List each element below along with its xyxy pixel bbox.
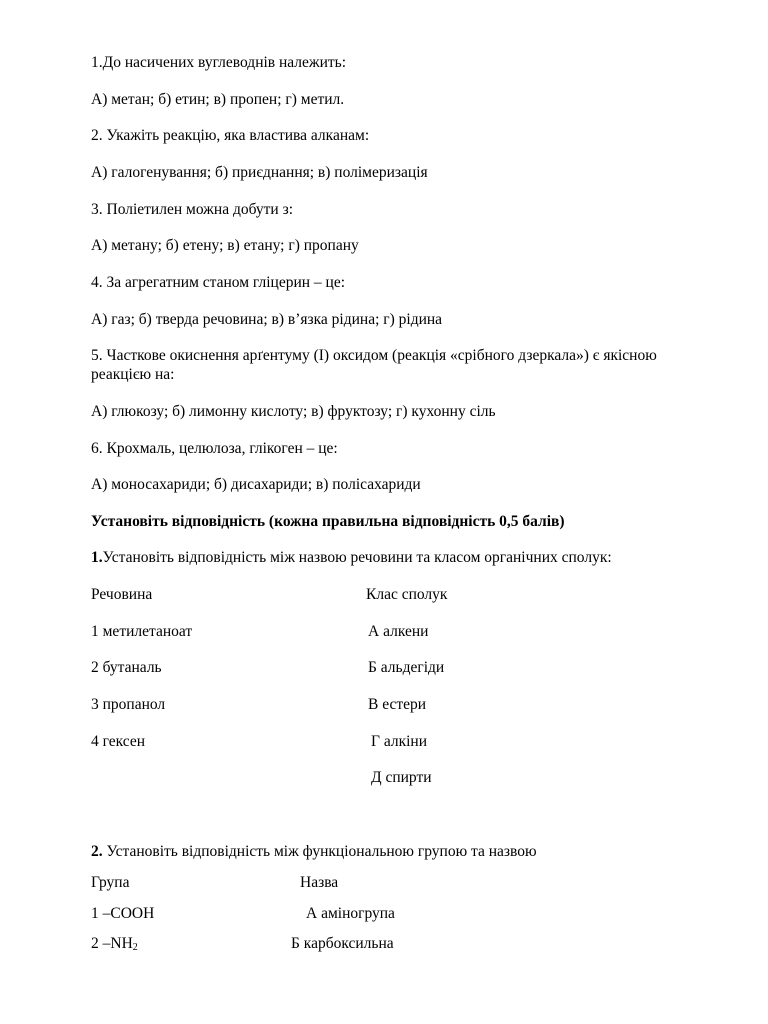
answer-6: А) моносахариди; б) дисахариди; в) полісахариди bbox=[91, 476, 421, 493]
match1-left-header: Речовина bbox=[91, 586, 153, 603]
answer-1: А) метан; б) етин; в) пропен; г) метил. bbox=[91, 91, 345, 108]
answer-4: А) газ; б) тверда речовина; в) в’язка рідина; г) рідина bbox=[91, 311, 443, 328]
answer-5: А) глюкозу; б) лимонну кислоту; в) фруктозу; г) кухонну сіль bbox=[91, 403, 496, 420]
question-6: 6. Крохмаль, целюлоза, глікоген – це: bbox=[91, 440, 338, 457]
match2-left-item-subscript: 2 bbox=[132, 942, 138, 953]
match2-number: 2. bbox=[91, 843, 103, 860]
match2-left-item: 1 –COOH bbox=[91, 905, 155, 922]
question-4: 4. За агрегатним станом гліцерин – це: bbox=[91, 274, 346, 291]
match1-instruction bbox=[91, 548, 612, 567]
question-3: 3. Поліетилен можна добути з: bbox=[91, 201, 293, 218]
match1-right-item: Б альдегіди bbox=[368, 659, 445, 676]
match1-left-item: 4 гексен bbox=[91, 733, 146, 750]
match1-right-item: В естери bbox=[368, 696, 427, 713]
match2-instruction bbox=[91, 842, 537, 861]
match1-left-item: 3 пропанол bbox=[91, 696, 166, 713]
match1-right-item: А алкени bbox=[368, 623, 429, 640]
match1-right-item: Г алкіни bbox=[371, 733, 428, 750]
match2-left-header: Група bbox=[91, 874, 130, 891]
match2-left-item-main: 2 –NH bbox=[91, 935, 133, 952]
question-2: 2. Укажіть реакцію, яка властива алканам: bbox=[91, 127, 370, 144]
match2-left-item bbox=[91, 934, 138, 957]
match2-right-item: Б карбоксильна bbox=[291, 935, 394, 952]
match2-right-header: Назва bbox=[300, 874, 339, 891]
question-1: 1.До насичених вуглеводнів належить: bbox=[91, 54, 347, 71]
match1-number: 1. bbox=[91, 549, 103, 566]
match1-left-item: 2 бутаналь bbox=[91, 659, 162, 676]
match1-text: Установіть відповідність між назвою речовини та класом органічних сполук: bbox=[102, 549, 612, 566]
section-title: Установіть відповідність (кожна правильна відповідність 0,5 балів) bbox=[91, 513, 565, 530]
match1-right-header: Клас сполук bbox=[366, 586, 448, 603]
answer-2: А) галогенування; б) приєднання; в) полімеризація bbox=[91, 164, 428, 181]
match1-right-item: Д спирти bbox=[371, 769, 432, 786]
match2-text: Установіть відповідність між функціональною групою та назвою bbox=[102, 843, 537, 860]
question-5: 5. Часткове окиснення арґентуму (І) оксидом (реакція «срібного дзеркала») є якісною реакцією на: bbox=[91, 347, 657, 383]
match2-right-item: А аміногрупа bbox=[306, 905, 395, 922]
answer-3: А) метану; б) етену; в) етану; г) пропану bbox=[91, 237, 359, 254]
match1-left-item: 1 метилетаноат bbox=[91, 623, 193, 640]
